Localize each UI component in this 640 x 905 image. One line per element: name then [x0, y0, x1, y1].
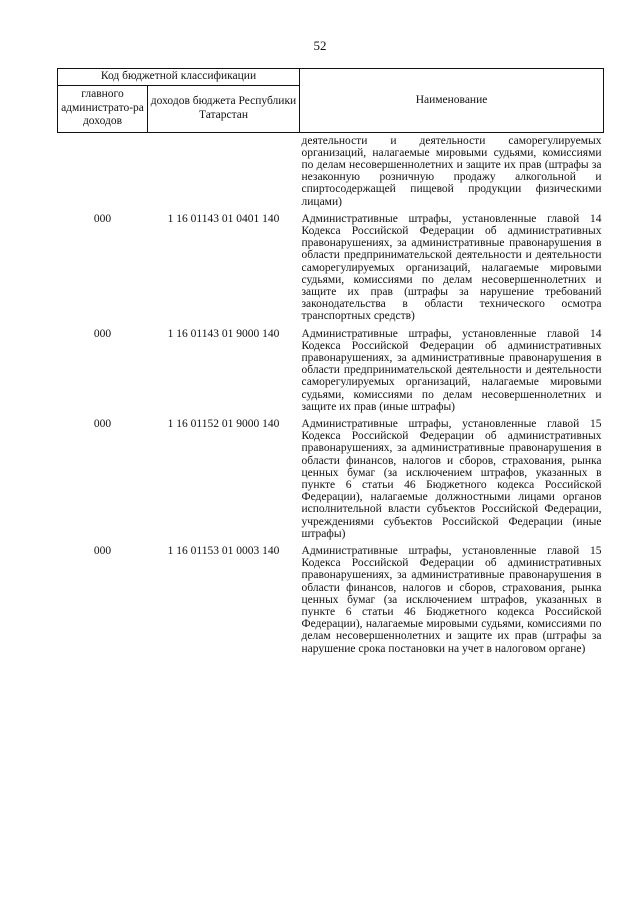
header-admin: главного администрато-ра доходов — [58, 85, 148, 132]
row-name-continuation: деятельности и деятельности саморегулируемых организаций, налагаемые мировыми судьями, комиссиями по делам несовершеннолетних и защите их прав (штрафы за незаконную розничную продажу алкогольной и спиртосодержащей пищевой продукции физическими лицами) — [301, 134, 602, 208]
page-number: 52 — [313, 38, 327, 53]
header-classification-code: Код бюджетной классификации — [58, 69, 300, 86]
table-row — [58, 540, 604, 655]
table-row — [58, 323, 604, 413]
row-admin-code: 000 — [93, 212, 112, 225]
header-income: доходов бюджета Республики Татарстан — [148, 85, 300, 132]
header-name: Наименование — [300, 69, 604, 133]
row-name: Административные штрафы, установленные главой 14 Кодекса Российской Федерации об административных правонарушениях, за административные правонарушения в области предпринимательской деятельности и деятельности саморегулируемых организаций, налагаемые мировыми судьями, комиссиями по делам несовершеннолетних и защите их прав (штрафы за нарушение требований законодательства в области технического осмотра транспортных средств) — [301, 212, 602, 323]
table-row — [58, 413, 604, 540]
row-admin-code: 000 — [93, 545, 112, 557]
row-name: Административные штрафы, установленные главой 14 Кодекса Российской Федерации об административных правонарушениях, за административные правонарушения в области предпринимательской деятельности и деятельности саморегулируемых организаций, налагаемые мировыми судьями, комиссиями по делам несовершеннолетних и защите их прав (иные штрафы) — [301, 327, 602, 413]
budget-classification-table — [57, 68, 604, 655]
row-income-code: 1 16 01153 01 0003 140 — [167, 545, 280, 557]
table-header — [58, 69, 604, 133]
row-income-code: 1 16 01143 01 9000 140 — [167, 327, 280, 340]
row-income-code: 1 16 01152 01 9000 140 — [167, 417, 280, 430]
row-admin-code: 000 — [93, 327, 112, 340]
row-name: Административные штрафы, установленные главой 15 Кодекса Российской Федерации об административных правонарушениях, за административные правонарушения в области финансов, налогов и сборов, страхования, рынка ценных бумаг (за исключением штрафов, указанных в пункте 6 статьи 46 Бюджетного кодекса Российской Федерации), налагаемые мировыми судьями, комиссиями по делам несовершеннолетних и защите их прав (штрафы за нарушение срока постановки на учет в налоговом органе) — [301, 545, 602, 655]
row-name: Административные штрафы, установленные главой 15 Кодекса Российской Федерации об административных правонарушениях, за административные правонарушения в области финансов, налогов и сборов, страхования, рынка ценных бумаг (за исключением штрафов, указанных в пункте 6 статьи 46 Бюджетного кодекса Российской Федерации), налагаемые должностными лицами органов исполнительной власти субъектов Российской Федерации, учреждениями субъектов Российской Федерации (иные штрафы) — [301, 417, 602, 540]
table-row-continuation — [58, 132, 604, 208]
row-income-code: 1 16 01143 01 0401 140 — [167, 212, 280, 225]
row-admin-code: 000 — [93, 417, 112, 430]
table-row — [58, 208, 604, 323]
